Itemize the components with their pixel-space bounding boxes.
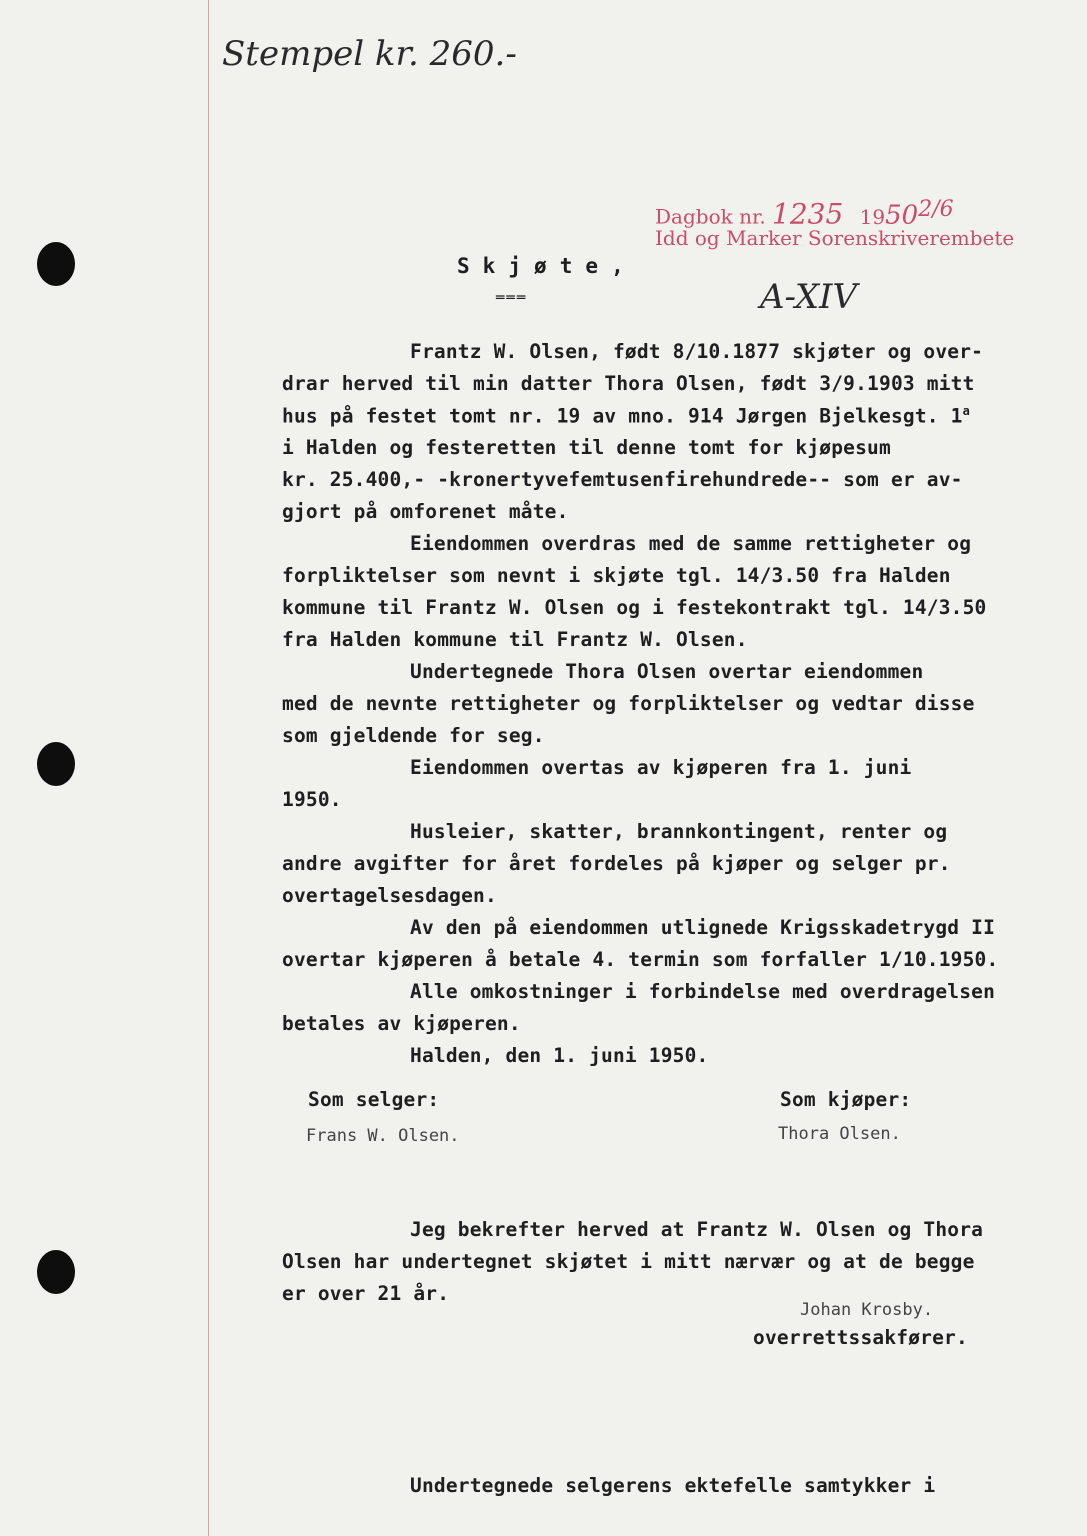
confirmation-line: er over 21 år. (282, 1282, 450, 1305)
body-line: Frantz W. Olsen, født 8/10.1877 skjøter og over- (410, 340, 984, 363)
body-line: andre avgifter for året fordeles på kjøper og selger pr. (282, 852, 951, 875)
confirmation-line: Olsen har undertegnet skjøtet i mitt nærvær og at de begge (282, 1250, 975, 1273)
stamp-year-suffix: 50 (885, 200, 919, 231)
buyer-name: Thora Olsen. (778, 1124, 901, 1144)
body-line: Av den på eiendommen utlignede Krigsskadetrygd II (410, 916, 996, 939)
place-date-line: Halden, den 1. juni 1950. (410, 1044, 709, 1067)
body-line: Eiendommen overtas av kjøperen fra 1. juni (410, 756, 912, 779)
body-line: Husleier, skatter, brannkontingent, renter og (410, 820, 948, 843)
body-line: overtagelsesdagen. (282, 884, 497, 907)
margin-line (208, 0, 209, 1536)
body-line: forpliktelser som nevnt i skjøte tgl. 14/3.50 fra Halden (282, 564, 951, 587)
title-underline: ═══ (496, 290, 528, 306)
body-line: Undertegnede Thora Olsen overtar eiendommen (410, 660, 924, 683)
stamp-date: 2/6 (918, 197, 954, 222)
punch-hole (37, 242, 75, 286)
attestor-name: Johan Krosby. (800, 1300, 934, 1320)
body-line: overtar kjøperen å betale 4. termin som forfaller 1/10.1950. (282, 948, 999, 971)
address-superscript: a (962, 404, 971, 418)
attestor-title: overrettssakfører. (753, 1326, 968, 1349)
seller-label: Som selger: (308, 1088, 440, 1111)
handwritten-fee: Stempel kr. 260.- (222, 34, 517, 74)
body-line: 1950. (282, 788, 342, 811)
body-line: betales av kjøperen. (282, 1012, 521, 1035)
stamp-number: 1235 (772, 197, 844, 231)
confirmation-line: Jeg bekrefter herved at Frantz W. Olsen og Thora (410, 1218, 984, 1241)
buyer-label: Som kjøper: (780, 1088, 912, 1111)
stamp-line-2: Idd og Marker Sorenskriverembete (655, 226, 1015, 250)
body-line: drar herved til min datter Thora Olsen, født 3/9.1903 mitt (282, 372, 975, 395)
seller-name: Frans W. Olsen. (306, 1126, 460, 1146)
punch-hole (37, 1250, 75, 1294)
body-line: Alle omkostninger i forbindelse med overdragelsen (410, 980, 996, 1003)
document-title: S k j ø t e , (457, 254, 624, 278)
body-line: som gjeldende for seg. (282, 724, 545, 747)
stamp-year-prefix: 19 (859, 204, 886, 229)
stamp-label: Dagbok nr. (655, 204, 766, 229)
footer-line: Undertegnede selgerens ektefelle samtykker i (410, 1474, 936, 1497)
body-line: med de nevnte rettigheter og forpliktelser og vedtar disse (282, 692, 975, 715)
body-line: fra Halden kommune til Frantz W. Olsen. (282, 628, 748, 651)
handwritten-reference: A-XIV (760, 277, 858, 317)
punch-hole (37, 742, 75, 786)
body-line: kommune til Frantz W. Olsen og i festekontrakt tgl. 14/3.50 (282, 596, 987, 619)
body-line: kr. 25.400,- -kronertyvefemtusenfirehundrede-- som er av- (282, 468, 963, 491)
body-line: gjort på omforenet måte. (282, 500, 569, 523)
body-line: hus på festet tomt nr. 19 av mno. 914 Jørgen Bjelkesgt. 1$^a$ (282, 404, 971, 428)
body-line: Eiendommen overdras med de samme rettigheter og (410, 532, 972, 555)
body-line: i Halden og festeretten til denne tomt for kjøpesum (282, 436, 891, 459)
